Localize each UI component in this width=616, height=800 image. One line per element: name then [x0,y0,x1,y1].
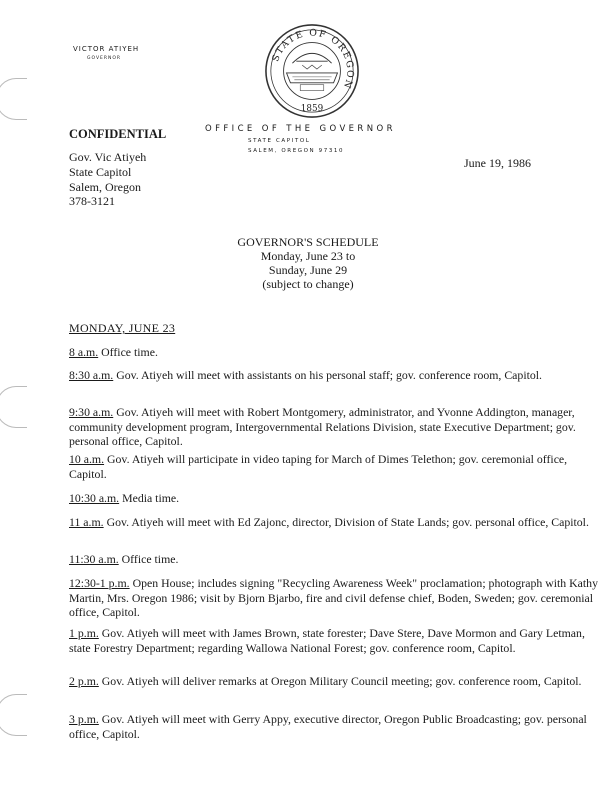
schedule-entry [69,552,599,567]
schedule-title-line: Monday, June 23 to [260,249,356,263]
address-line: Gov. Vic Atiyeh [69,150,147,164]
entry-time: 10:30 a.m. [69,491,120,505]
schedule-title-line: Sunday, June 29 [268,263,348,277]
schedule-entry [69,452,599,481]
schedule-entry [69,576,599,620]
entry-time: 8 a.m. [69,345,99,359]
sender-address [69,150,146,209]
office-line: OFFICE OF THE GOVERNOR [205,124,396,134]
address-line: 378-3121 [69,194,115,209]
schedule-entry [69,405,599,449]
entry-time: 11:30 a.m. [69,552,119,566]
schedule-title-line: (subject to change) [262,277,354,291]
schedule-entry [69,345,599,360]
letterhead-name: VICTOR ATIYEH [73,45,140,53]
entry-time: 12:30-1 p.m. [69,576,130,590]
schedule-entry [69,626,599,655]
schedule-title [0,235,616,291]
punch-hole-bottom [0,694,27,736]
entry-time: 9:30 a.m. [69,405,114,419]
entry-text: Media time. [122,491,180,505]
city-line: SALEM, OREGON 97310 [248,148,345,154]
address-line: Salem, Oregon [69,179,141,194]
schedule-entry [69,491,599,506]
schedule-entry [69,674,599,689]
seal-year: 1859 [300,104,324,115]
punch-hole-top [0,78,27,120]
letterhead-title: GOVERNOR [87,56,122,61]
schedule-entry [69,368,599,383]
schedule-title-line: GOVERNOR'S SCHEDULE [237,235,379,249]
entry-time: 2 p.m. [69,674,99,688]
entry-text: Office time. [101,345,158,359]
entry-text: Open House; includes signing "Recycling Awareness Week" proclamation; photograph with Kathy Martin, Mrs. Oregon 1986; visit by Bjorn Bjarbo, fire and civil defense chief, Boden, Sweden; gov. ceremonial office, Capitol. [69,576,598,619]
entry-text: Gov. Atiyeh will meet with assistants on his personal staff; gov. conference room, Capitol. [116,368,542,382]
entry-text: Gov. Atiyeh will participate in video taping for March of Dimes Telethon; gov. ceremonial office, Capitol. [69,452,568,481]
entry-time: 1 p.m. [69,626,99,640]
schedule-entry [69,712,599,741]
entry-text: Gov. Atiyeh will meet with Robert Montgomery, administrator, and Yvonne Addington, manager, community development program, Intergovernmental Relations Division, state Executive Department; gov. personal office, Capitol. [69,405,576,448]
confidential-label: CONFIDENTIAL [69,127,167,141]
schedule-entry [69,515,599,530]
entry-time: 10 a.m. [69,452,105,466]
entry-text: Gov. Atiyeh will meet with Ed Zajonc, director, Division of State Lands; gov. personal office, Capitol. [106,515,589,529]
punch-hole-middle [0,386,27,428]
state-seal [263,22,361,120]
entry-text: Gov. Atiyeh will meet with James Brown, state forester; Dave Stere, Dave Mormon and Gary Letman, state Forestry Department; regarding Wallowa National Forest; gov. conference room, Capitol. [69,626,585,655]
entry-time: 8:30 a.m. [69,368,114,382]
capitol-line: STATE CAPITOL [248,138,311,144]
seal-outer-text: STATE OF OREGON [270,27,356,91]
entry-text: Office time. [121,552,179,566]
entry-time: 3 p.m. [69,712,99,726]
document-date: June 19, 1986 [464,156,531,170]
entry-text: Gov. Atiyeh will deliver remarks at Oregon Military Council meeting; gov. conference room, Capitol. [101,674,582,688]
entry-time: 11 a.m. [69,515,104,529]
day-heading: MONDAY, JUNE 23 [69,321,176,335]
address-line: State Capitol [69,164,132,179]
entry-text: Gov. Atiyeh will meet with Gerry Appy, executive director, Oregon Public Broadcasting; gov. personal office, Capitol. [69,712,587,741]
